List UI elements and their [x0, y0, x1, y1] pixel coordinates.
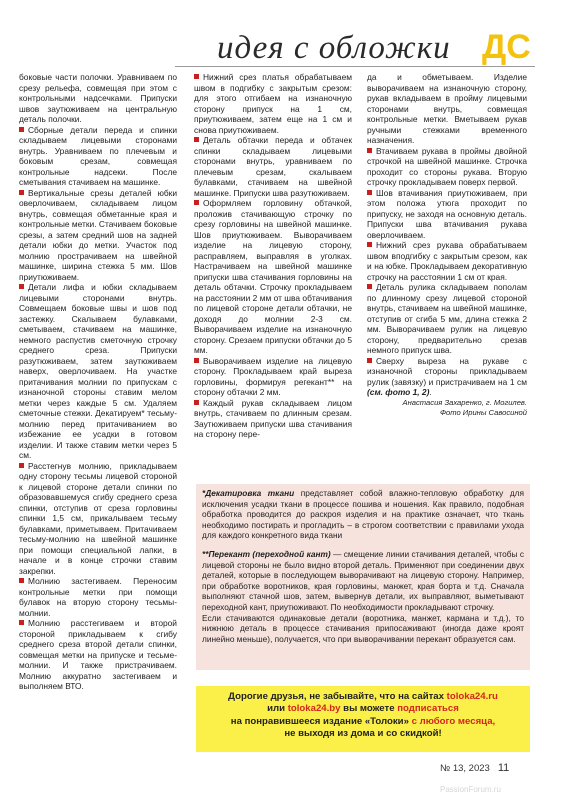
bullet-icon	[19, 620, 24, 625]
paragraph: Выворачиваем изделие на лицевую сторону. Прокладываем край выреза горловины, формируя регекант** на сторону обтачки 2 мм.	[194, 355, 352, 397]
photo-reference: (см. фото 1, 2)	[367, 387, 430, 397]
bullet-icon	[19, 190, 24, 195]
site-link-ru[interactable]: toloka24.ru	[446, 691, 498, 702]
magazine-logo: ДС	[482, 28, 531, 66]
page-number: 11	[497, 762, 510, 774]
bullet-icon	[367, 190, 372, 195]
bullet-icon	[194, 137, 199, 142]
paragraph: Молнию расстегиваем и второй стороной прикладываем к сгибу среднего среза второй детали спинки, совмещая метки на припуске и тесьме-молнии. И также пристрачиваем. Молнию аккуратно застегиваем и выполняем ВТО.	[19, 618, 177, 691]
photo-credit: Фото Ирины Савосиной	[439, 407, 527, 417]
bullet-icon	[194, 358, 199, 363]
footnotes-box	[196, 484, 530, 670]
issue-number: № 13, 2023	[440, 763, 490, 774]
header-divider	[175, 66, 535, 67]
paragraph: Деталь рулика складываем пополам по длинному срезу лицевой стороной внутрь, стачиваем на швейной машинке, отступив от сгиба 5 мм, длина стежка 2 мм. Выворачиваем рулик на лицевую сторону, предварительно срезав немного припуск шва.	[367, 282, 527, 355]
bullet-icon	[367, 148, 372, 153]
bullet-icon	[194, 200, 199, 205]
paragraph: Шов втачивания приутюживаем, при этом положа утюга проходит по припуску, не заходя на основную деталь. Припуски шва втачивания рукава оверлочиваем.	[367, 187, 527, 240]
paragraph: Втачиваем рукава в проймы двойной строчкой на швейной машинке. Строчка проходит со стороны рукава. Вторую строчку прокладываем поверх первой.	[367, 145, 527, 187]
text-column-3	[367, 72, 527, 418]
footnote-2: **Перекант (переходной кант) — смещение линии стачивания деталей, чтобы с лицевой стороны не было видно второй деталь. Применяют при соединении двух деталей, которые в последующем выворачивают на лицевую сторону. Например, при обработке воротников, края горловины, манжет, края борта и т.д. Сначала выполняют стачной шов, затем, вывернув детали, их выправляют, выметывают переходной кант, приутюживают. По необходимости прокладывают строчку.	[202, 548, 524, 612]
footnote-2-continued: Если стачиваются одинаковые детали (воротника, манжет, кармана и т.д.), то нижнюю деталь в процессе стачивания припосаживают (иногда даже кроят линейно меньше), получается, что при выворачивании перекант образуется сам.	[202, 612, 524, 644]
paragraph: Детали лифа и юбки складываем лицевыми сторонами внутрь. Совмещаем боковые швы и шов под застежку. Скалываем булавками, сметываем, стачиваем на машинке, немного распустив сметочную строчку среднего среза. Припуски разутюживаем, затем заутюживаем наверх, оверлочиваем. На участке притачивания молнии по припускам с изнаночной стороны ставим мелом метки через каждые 5 см. Удаляем сметочные стежки. Декатируем* тесьму-молнию перед притачиванием во избежание ее усадки в готовом изделии. И также ставим метки через 5 см.	[19, 282, 177, 460]
bullet-icon	[194, 400, 199, 405]
bullet-icon	[194, 74, 199, 79]
text-column-2	[194, 72, 352, 440]
bullet-icon	[19, 463, 24, 468]
section-title: идея с обложки	[217, 30, 451, 66]
bullet-icon	[367, 284, 372, 289]
bullet-icon	[19, 127, 24, 132]
bullet-icon	[367, 242, 372, 247]
paragraph: боковые части полочки. Уравниваем по срезу рельефа, совмещая при этом с контрольными надсечками. Припуски швов заутюживаем на центральную деталь полочки.	[19, 72, 177, 124]
paragraph: да и обметываем. Изделие выворачиваем на изнаночную сторону, рукав вкладываем в пройму лицевыми сторонами внутрь, совмещая контрольные метки. Вметываем рукав ручными стежками временного назначения.	[367, 72, 527, 145]
site-link-by[interactable]: toloka24.by	[287, 703, 341, 715]
paragraph: Оформляем горловину обтачкой, проложив стачивающую строчку по срезу горловины на швейной машинке. Шов приутюживаем. Выворачиваем изделие на лицевую сторону, расправляем, выправляя в уголках. Настрачиваем на швейной машинке припуски шва стачивания горловины на деталь обтачки. Строчку прокладываем на расстоянии 2 мм от шва обтачивания по лицевой стороне детали обтачки, не доходя до молнии 2-3 см. Выворачиваем изделие на изнаночную сторону. Срезаем припуски обтачки до 5 мм.	[194, 198, 352, 355]
bullet-icon	[19, 284, 24, 289]
paragraph: Каждый рукав складываем лицом внутрь, стачиваем по длинным срезам. Заутюживаем припуски шва стачивания на сторону пере-	[194, 397, 352, 439]
paragraph: Деталь обтачки переда и обтачек спинки складываем лицевыми сторонами внутрь, уравниваем по плечевым срезам, скалываем булавками, стачиваем на швейной машинке. Припуски шва разутюживаем.	[194, 135, 352, 198]
paragraph: Нижний срез платья обрабатываем швом в подгибку с закрытым срезом: для этого отгибаем на изнаночную сторону припуск на 1 см, приутюживаем, затем еще на 1 см и снова приутюживаем.	[194, 72, 352, 135]
page-footer	[440, 762, 535, 774]
subscription-banner: Дорогие друзья, не забывайте, что на сайтах toloka24.ru или toloka24.by вы можете подписаться на понравившееся издание «Толоки» с любого месяца, не выходя из дома и со скидкой!	[196, 686, 530, 752]
footnote-1: *Декатировка ткани представляет собой влажно-тепловую обработку для исключения усадки ткани в процессе пошива и ношения. Как правило, подобная обработка проводится до раскроя изделия и на практике означает, что ткань необходимо постирать и прогладить – в строгом соответствии с правилами ухода для каждого конкретного вида ткани	[202, 488, 524, 541]
author-credit: Анастасия Захаренко, г. Могилев.	[402, 397, 527, 407]
text-column-1	[19, 72, 177, 692]
paragraph: Сборные детали переда и спинки складываем лицевыми сторонами внутрь. Уравниваем по плечевым и боковым срезам, совмещая контрольные надсеки. После сметывания стачиваем на машинке.	[19, 124, 177, 187]
paragraph: Нижний срез рукава обрабатываем швом вподгибку с закрытым срезом, как и на юбке. Прокладываем декоративную строчку на расстоянии 1 см от края.	[367, 240, 527, 282]
paragraph: Сверху выреза на рукаве с изнаночной стороны прикладываем рулик (завязку) и пристрачиваем на 1 см (см. фото 1, 2).	[367, 355, 527, 397]
bullet-icon	[19, 578, 24, 583]
paragraph: Расстегнув молнию, прикладываем одну сторону тесьмы лицевой стороной к лицевой стороне детали спинки по образовавшемуся сгибу среднего среза спинки, отступив от среза горловины спинки 1,5 см, прикалываем тесьму булавками, приметываем. Притачиваем тесьму-молнию на швейной машинке при помощи специальной лапки, в начале и в конце строчки ставим закрепки.	[19, 460, 177, 576]
watermark: PassionForum.ru	[440, 785, 501, 794]
paragraph: Молнию застегиваем. Переносим контрольные метки при помощи булавок на вторую сторону тесьмы-молнии.	[19, 576, 177, 618]
bullet-icon	[367, 358, 372, 363]
paragraph: Вертикальные срезы деталей юбки оверлочиваем, складываем лицом внутрь, совмещая обметанные края и контрольные метки. Стачиваем боковые срезы, а затем средний шов на задней детали юбки до метки. Участок под молнию прострачиваем на швейной машинке, ширина стежка 5 мм. Шов приутюживаем.	[19, 187, 177, 282]
